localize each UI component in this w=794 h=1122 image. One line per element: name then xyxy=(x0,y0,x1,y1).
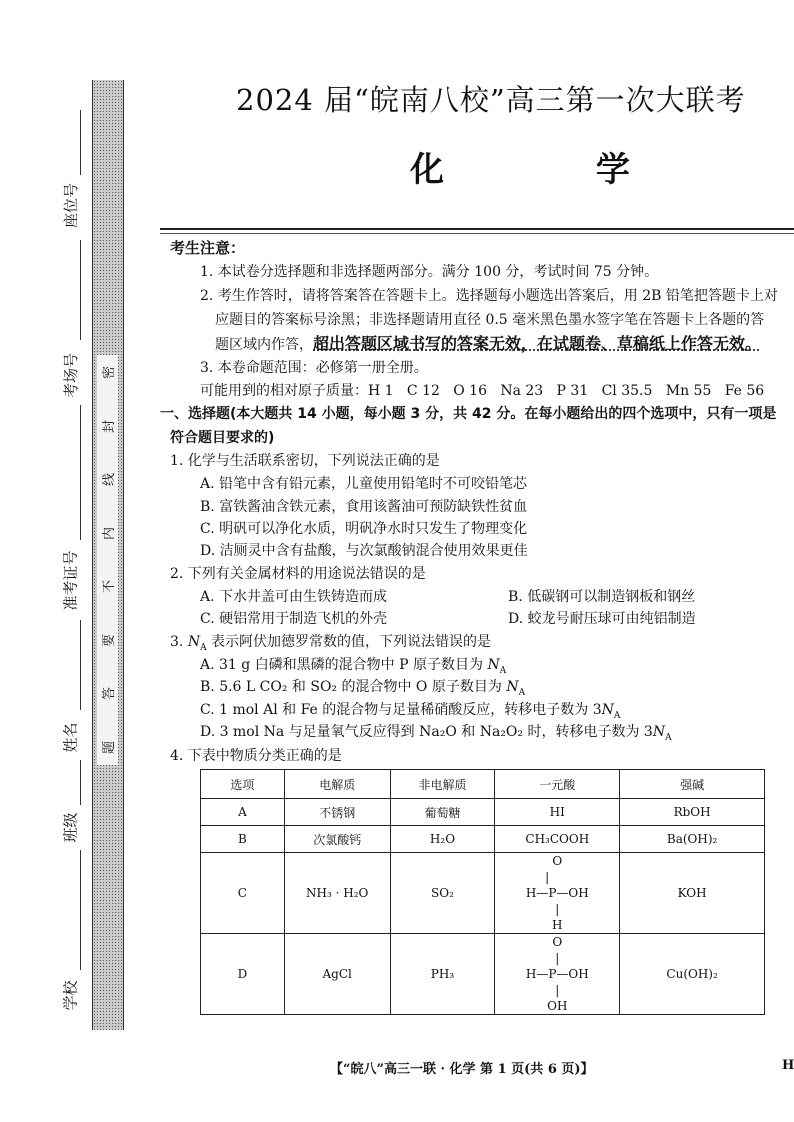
cell: Cu(OH)₂ xyxy=(620,934,765,1015)
symbol-sub: A xyxy=(499,665,507,676)
atom: O xyxy=(552,854,563,868)
seal-char: 线 xyxy=(101,473,117,487)
q1-option-b: B. 富铁酱油含铁元素，食用该酱油可预防缺铁性贫血 xyxy=(200,499,528,515)
header-cell: 强碱 xyxy=(620,770,765,799)
school-label: 学校 xyxy=(61,980,80,1011)
option-text: A. 31 g 白磷和黑磷的混合物中 P 原子数目为 xyxy=(200,657,488,673)
symbol-sub: A xyxy=(518,687,526,698)
admission-number-label: 准考证号 xyxy=(61,550,80,611)
blank-line xyxy=(80,760,81,805)
bond-row: H—P—OH xyxy=(525,886,589,900)
seal-char: 密 xyxy=(101,365,117,380)
notice-line: 应题目的答案标号涂黑；非选择题请用直径 0.5 毫米黑色墨水签字笔在答题卡上各题的答 xyxy=(215,312,765,328)
notice-line: 3. 本卷命题范围：必修第一册全册。 xyxy=(200,360,428,376)
notice-heading: 考生注意： xyxy=(170,239,246,257)
seal-char: 内 xyxy=(101,526,117,540)
q4-stem: 4. 下表中物质分类正确的是 xyxy=(170,748,342,764)
option-text: D. 3 mol Na 与足量氧气反应得到 Na₂O 和 Na₂O₂ 时，转移电子数为 3 xyxy=(200,724,653,740)
section-heading: 符合题目要求的) xyxy=(170,430,275,446)
header-cell: 非电解质 xyxy=(390,770,495,799)
cell: B xyxy=(201,826,285,853)
cell: A xyxy=(201,799,285,826)
bond-row: H—P—OH xyxy=(525,967,589,981)
q1-option-a: A. 铅笔中含有铅元素，儿童使用铅笔时不可咬铅笔芯 xyxy=(200,476,528,492)
page-mark: H xyxy=(782,1058,794,1073)
q1-stem: 1. 化学与生活联系密切，下列说法正确的是 xyxy=(170,453,440,469)
header-cell: 电解质 xyxy=(284,770,390,799)
table-row xyxy=(201,799,765,826)
exam-room-label: 考场号 xyxy=(62,352,81,399)
table-row xyxy=(201,934,765,1015)
option-text: B. 5.6 L CO₂ 和 SO₂ 的混合物中 O 原子数目为 xyxy=(200,679,507,695)
table-row xyxy=(201,826,765,853)
page-footer: 【“皖八”高三一联 · 化学 第 1 页(共 6 页)】 xyxy=(330,1062,594,1077)
q2-option-b: B. 低碳钢可以制造钢板和钢丝 xyxy=(508,589,696,605)
cell: H₂O xyxy=(390,826,495,853)
symbol-sub: A xyxy=(613,710,621,721)
cell: 次氯酸钙 xyxy=(284,826,390,853)
q2-stem: 2. 下列有关金属材料的用途说法错误的是 xyxy=(170,566,426,582)
exam-title: 2024 届“皖南八校”高三第一次大联考 xyxy=(236,83,746,117)
q3-option-b xyxy=(200,678,525,702)
table-header-row xyxy=(201,770,765,799)
option-text: C. 1 mol Al 和 Fe 的混合物与足量稀硝酸反应，转移电子数为 3 xyxy=(200,702,602,718)
symbol: N xyxy=(601,702,614,718)
phosphorous-acid-structure: O | H—P—OH | H xyxy=(525,854,589,932)
subject-title: 化 学 xyxy=(410,150,700,190)
symbol: N xyxy=(487,657,500,673)
phosphoric-structure: O | H—P—OH | OH xyxy=(525,935,589,1013)
q2-option-d: D. 蛟龙号耐压球可由纯铝制造 xyxy=(508,611,696,627)
cell: PH₃ xyxy=(390,934,495,1015)
cell: 不锈钢 xyxy=(284,799,390,826)
notice-emphasis: 超出答题区域书写的答案无效，在试题卷、草稿纸上作答无效。 xyxy=(313,334,762,353)
cell: KOH xyxy=(620,853,765,934)
symbol: N xyxy=(187,634,201,650)
table-row xyxy=(201,853,765,934)
notice-text: 题区域内作答， xyxy=(215,337,313,353)
q1-option-c: C. 明矾可以净化水质，明矾净水时只发生了物理变化 xyxy=(200,521,528,537)
cell: Ba(OH)₂ xyxy=(620,826,765,853)
q3-stem: 3. $N_A$ 表示阿伏加德罗常数的值，下列说法错误的是 xyxy=(170,634,492,653)
cell: CH₃COOH xyxy=(495,826,620,853)
cell: SO₂ xyxy=(390,853,495,934)
atom: O xyxy=(552,935,563,949)
blank-line xyxy=(80,620,81,710)
cell: NH₃ · H₂O xyxy=(284,853,390,934)
seal-char: 不 xyxy=(101,580,117,594)
section-heading: 一、选择题(本大题共 14 小题，每小题 3 分，共 42 分。在每小题给出的四个选项中，只有一项是 xyxy=(160,406,777,422)
classification-table xyxy=(200,769,765,1015)
q3-option-c xyxy=(200,701,620,725)
cell: 葡萄糖 xyxy=(390,799,495,826)
blank-line xyxy=(80,240,81,340)
class-label: 班级 xyxy=(61,812,80,843)
cell: D xyxy=(201,934,285,1015)
symbol: N xyxy=(652,724,666,740)
symbol-sub: A xyxy=(665,732,672,743)
name-label: 姓名 xyxy=(61,722,80,753)
blank-line xyxy=(80,110,81,175)
blank-line xyxy=(80,405,81,540)
header-cell: 一元酸 xyxy=(495,770,620,799)
q3-option-a xyxy=(200,656,506,680)
atomic-masses: 可能用到的相对原子质量：H 1 C 12 O 16 Na 23 P 31 Cl 35.5 Mn 55 Fe 56 xyxy=(200,383,765,399)
q3-option-d xyxy=(200,723,672,747)
seal-char: 答 xyxy=(101,687,117,701)
seat-number-label: 座位号 xyxy=(62,182,81,229)
seal-char: 封 xyxy=(101,419,117,433)
structure-cell xyxy=(495,934,620,1015)
notice-line: 2. 考生作答时，请将答案答在答题卡上。选择题每小题选出答案后，用 2B 铅笔把答题卡上对 xyxy=(200,288,778,304)
cell: C xyxy=(201,853,285,934)
cell: RbOH xyxy=(620,799,765,826)
header-divider xyxy=(160,228,794,234)
cell: AgCl xyxy=(284,934,390,1015)
q3-stem-text: 表示阿伏加德罗常数的值，下列说法错误的是 xyxy=(206,634,492,650)
structure-cell xyxy=(495,853,620,934)
seal-char: 要 xyxy=(101,633,117,647)
q2-option-a: A. 下水井盖可由生铁铸造而成 xyxy=(200,589,388,605)
notice-line: 1. 本试卷分选择题和非选择题两部分。满分 100 分，考试时间 75 分钟。 xyxy=(200,264,659,280)
header-cell: 选项 xyxy=(201,770,285,799)
notice-line xyxy=(215,335,761,354)
seal-line-notice xyxy=(97,355,118,765)
atom: H xyxy=(552,918,563,932)
q2-option-c: C. 硬铝常用于制造飞机的外壳 xyxy=(200,611,388,627)
seal-char: 题 xyxy=(101,740,117,754)
cell: HI xyxy=(495,799,620,826)
atom: OH xyxy=(547,999,568,1013)
symbol-sub: A xyxy=(200,642,207,653)
symbol: N xyxy=(506,679,519,695)
q1-option-d: D. 洁厕灵中含有盐酸，与次氯酸钠混合使用效果更佳 xyxy=(200,543,528,559)
blank-line xyxy=(80,850,81,970)
